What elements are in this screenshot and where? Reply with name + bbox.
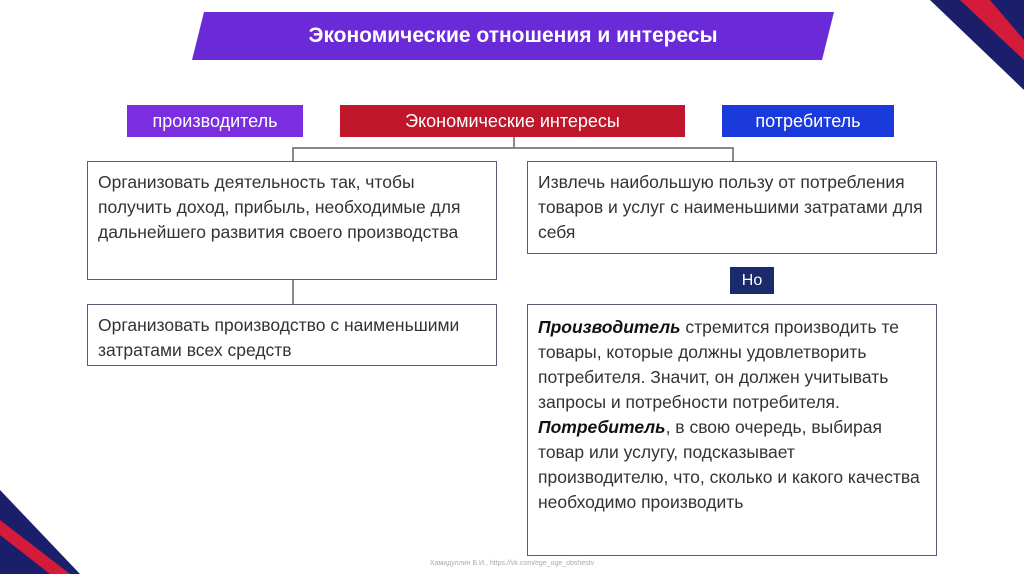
conclusion-text-1: стремится производить те товары, которые должны удовлетворить потребителя. Значит, он должен учитывать запросы и потребности потребителя. [538,317,900,412]
interests-tag: Экономические интересы [340,105,685,137]
producer-tag: производитель [127,105,303,137]
connector-line [732,147,734,161]
connector-line [292,147,294,161]
consumer-goal-box: Извлечь наибольшую пользу от потребления товаров и услуг с наименьшими затратами для себя [527,161,937,254]
consumer-tag: потребитель [722,105,894,137]
page-title: Экономические отношения и интересы [308,24,718,47]
but-tag: Но [730,267,774,294]
footer-credit: Хамидуллин Б.И., https://vk.com/ege_oge_obshestv [429,560,595,567]
conclusion-text-2: , в свою очередь, выбирая товар или услугу, подсказывает производителю, что, сколько и какого качества необходимо производить [538,417,920,512]
producer-goal-box: Организовать деятельность так, чтобы получить доход, прибыль, необходимые для дальнейшего развития своего производства [87,161,497,280]
connector-line [292,280,294,304]
producer-bold: Производитель [538,317,681,337]
conclusion-box [527,304,937,556]
producer-means-box: Организовать производство с наименьшими затратами всех средств [87,304,497,366]
consumer-bold: Потребитель [538,417,666,437]
connector-line [292,147,733,149]
